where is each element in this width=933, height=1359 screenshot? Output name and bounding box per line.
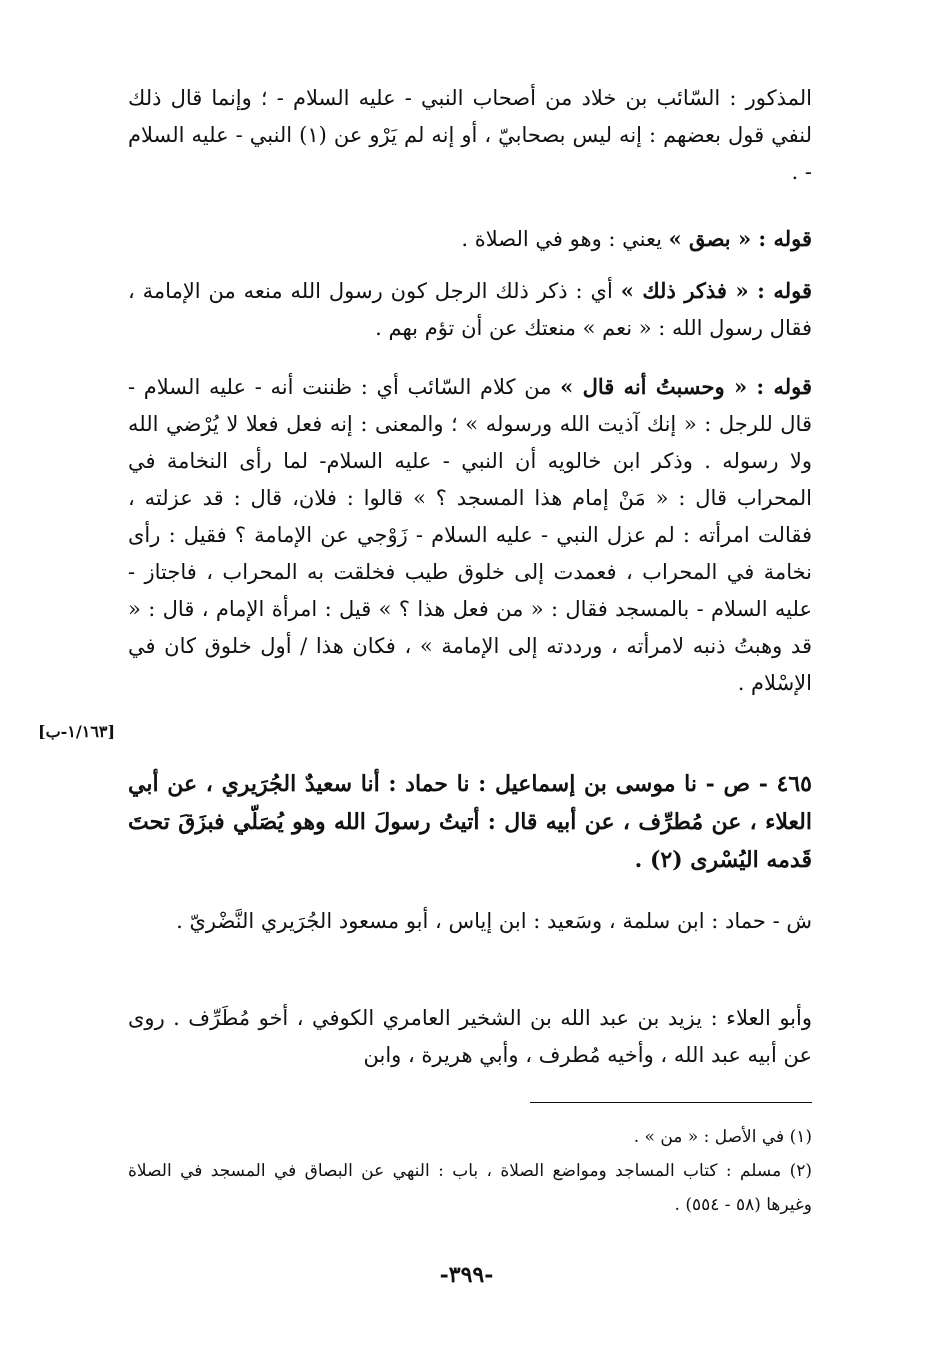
sharh-text: ش - حماد : ابن سلمة ، وسَعيد : ابن إياس ، أبو مسعود الجُرَيري النَّضْريّ . [176,909,812,933]
footnote-separator [530,1102,812,1103]
hadith-text [128,765,812,879]
footnote-2: (٢) مسلم : كتاب المساجد ومواضع الصلاة ، باب : النهي عن البصاق في المسجد في الصلاة وغيرها (٥٨ - ٥٥٤) . [128,1161,812,1215]
narrator-paragraph [128,1000,812,1074]
commentary-paragraph-bassaq [128,220,812,258]
footnotes [128,1120,812,1222]
commentary-text: من كلام السّائب أي : ظننت أنه - عليه السلام - قال للرجل : « إنك آذيت الله ورسوله » ؛ والمعنى : إنه فعل فعلا لا يُرْضي الله ولا رسوله . وذكر ابن خالويه أن النبي - عليه السلام- لما رأى النخامة في المحراب قال : « مَنْ إمام هذا المسجد ؟ » قالوا : فلان، قال : قد عزلته ، فقالت امرأته : لم عزل النبي - عليه السلام - زَوْجي عن الإمامة ؟ فقيل : رأى نخامة في المحراب ، فعمدت إلى خلوق طيب فخلقت به المحراب ، فاجتاز - عليه السلام - بالمسجد فقال : « من فعل هذا ؟ » قيل : امرأة الإمام ، قال : « قد وهبتُ ذنبه لامرأته ، ورددته إلى الإمامة » ، فكان هذا / أول خلوق كان في الإسْلام . [128,375,812,695]
commentary-heading: قوله : « بصق » [668,226,812,251]
page-number: -٣٩٩- [439,1262,494,1288]
commentary-text: أي : ذكر ذلك الرجل كون رسول الله منعه من الإمامة ، فقال رسول الله : « نعم » منعتك عن أن تؤم بهم . [128,279,812,340]
hadith-465: ٤٦٥ - ص - نا موسى بن إسماعيل : نا حماد : أنا سعيدٌ الجُرَيري ، عن أبي العلاء ، عن مُطرِّف ، عن أبيه قال : أتيتُ رسولَ الله وهو يُصَلّي فبزَقَ تحتَ قَدمه اليُسْرى (٢) . [128,771,812,873]
commentary-text: يعني : وهو في الصلاة . [461,227,669,251]
footnote-1: (١) في الأصل : « من » . [633,1127,812,1147]
commentary-heading: قوله : « فذكر ذلك » [620,278,812,303]
commentary-paragraph-fadhakara [128,272,812,347]
intro-paragraph [128,80,812,191]
manuscript-folio-reference: [١/١٦٣-ب] [38,722,116,741]
sharh-paragraph [128,903,812,940]
commentary-heading: قوله : « وحسبتُ أنه قال » [560,374,813,399]
narrator-text: وأبو العلاء : يزيد بن عبد الله بن الشخير العامري الكوفي ، أخو مُطَرِّف . روى عن أبيه عبد الله ، وأخيه مُطرف ، وأبي هريرة ، وابن [128,1006,812,1067]
commentary-paragraph-hasibtu [128,368,812,702]
intro-text: المذكور : السّائب بن خلاد من أصحاب النبي - عليه السلام - ؛ وإنما قال ذلك لنفي قول بعضهم : إنه ليس بصحابيّ ، أو إنه لم يَرْو عن (١) النبي - عليه السلام - . [128,86,813,184]
